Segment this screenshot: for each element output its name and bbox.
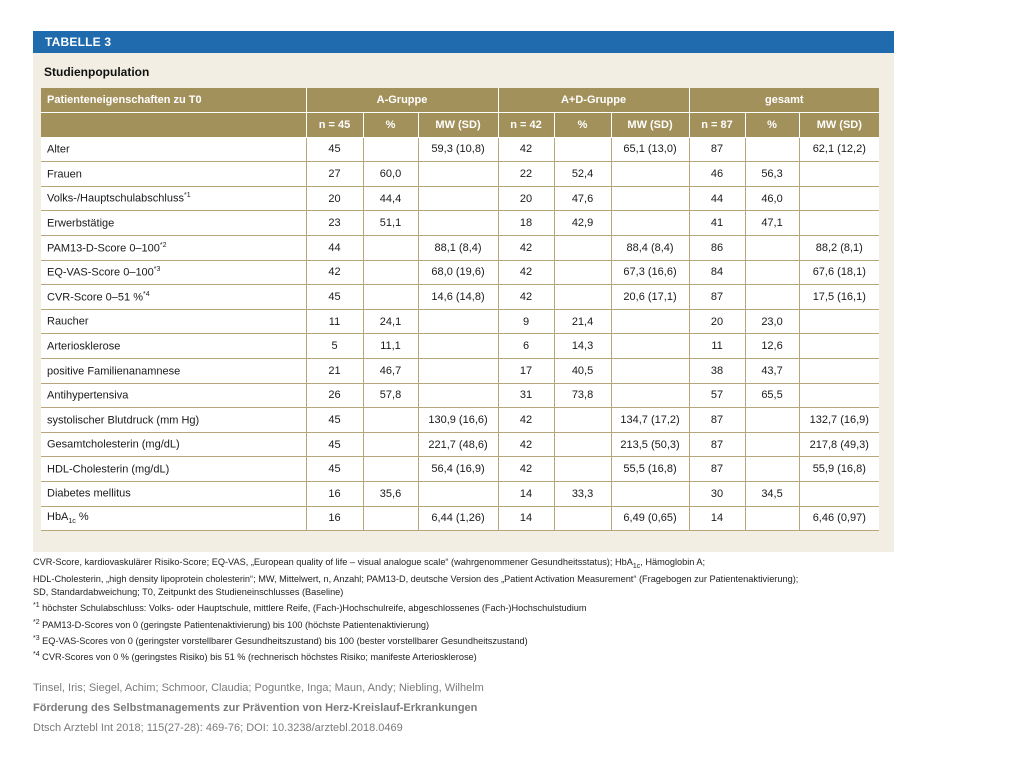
- cell: 130,9 (16,6): [418, 408, 498, 433]
- cell: [554, 457, 611, 482]
- cell: [745, 408, 799, 433]
- cell: 44,4: [363, 186, 418, 211]
- cell: [745, 285, 799, 310]
- cell: 88,4 (8,4): [611, 236, 689, 261]
- cell: 9: [498, 309, 554, 334]
- cell: 46,0: [745, 186, 799, 211]
- cell: [554, 506, 611, 531]
- cell: 18: [498, 211, 554, 236]
- table-row: [41, 137, 879, 162]
- cell: [611, 309, 689, 334]
- cell: 87: [689, 137, 745, 162]
- cell: 14: [498, 482, 554, 507]
- header-sub: MW (SD): [418, 113, 498, 138]
- cell: 40,5: [554, 359, 611, 384]
- cell: 42: [498, 260, 554, 285]
- cell: 45: [306, 137, 363, 162]
- cell: 51,1: [363, 211, 418, 236]
- cell: 21: [306, 359, 363, 384]
- cell: 20,6 (17,1): [611, 285, 689, 310]
- cell: 38: [689, 359, 745, 384]
- cell: [799, 359, 879, 384]
- cell: 47,6: [554, 186, 611, 211]
- table-row: [41, 482, 879, 507]
- cell: [799, 309, 879, 334]
- row-label: HbA$_{1c}$ %: [41, 506, 306, 531]
- row-label: Arteriosklerose: [41, 334, 306, 359]
- cell: [611, 334, 689, 359]
- table-banner: TABELLE 3: [33, 31, 894, 53]
- cell: 46: [689, 162, 745, 187]
- cell: 55,9 (16,8): [799, 457, 879, 482]
- cell: 6,44 (1,26): [418, 506, 498, 531]
- cell: 46,7: [363, 359, 418, 384]
- cell: 55,5 (16,8): [611, 457, 689, 482]
- cell: 20: [306, 186, 363, 211]
- cell: [745, 137, 799, 162]
- cell: [363, 137, 418, 162]
- cell: 42: [498, 432, 554, 457]
- header-sub: %: [554, 113, 611, 138]
- cell: 45: [306, 285, 363, 310]
- header-group-total: gesamt: [689, 88, 879, 113]
- cell: [554, 432, 611, 457]
- cell: [363, 432, 418, 457]
- cell: [418, 482, 498, 507]
- cell: 73,8: [554, 383, 611, 408]
- cell: [745, 506, 799, 531]
- cell: 44: [689, 186, 745, 211]
- cell: 57: [689, 383, 745, 408]
- cell: 47,1: [745, 211, 799, 236]
- cell: 35,6: [363, 482, 418, 507]
- footnote-2: $^{*2}$ PAM13-D-Scores von 0 (geringste Patientenaktivierung) bis 100 (höchste Patientenaktivierung): [33, 618, 430, 630]
- table-subtitle: Studienpopulation: [44, 65, 150, 79]
- cell: [611, 162, 689, 187]
- cell: 42: [498, 236, 554, 261]
- cell: [418, 309, 498, 334]
- header-sub: n = 42: [498, 113, 554, 138]
- cell: 65,1 (13,0): [611, 137, 689, 162]
- table-footnotes: [33, 556, 903, 665]
- cell: 27: [306, 162, 363, 187]
- row-label: positive Familienanamnese: [41, 359, 306, 384]
- cell: [799, 334, 879, 359]
- table-body: [41, 137, 879, 531]
- row-label: EQ-VAS-Score 0–100$^{*3}$: [41, 260, 306, 285]
- cell: 21,4: [554, 309, 611, 334]
- header-sub: MW (SD): [611, 113, 689, 138]
- table-row: [41, 432, 879, 457]
- footnote-4: $^{*4}$ CVR-Scores von 0 % (geringstes Risiko) bis 51 % (rechnerisch höchstes Risiko; manifeste Arteriosklerose): [33, 651, 477, 663]
- row-label: Diabetes mellitus: [41, 482, 306, 507]
- cell: 11: [306, 309, 363, 334]
- cell: 42,9: [554, 211, 611, 236]
- cell: 60,0: [363, 162, 418, 187]
- cell: 24,1: [363, 309, 418, 334]
- cell: [799, 211, 879, 236]
- header-sub: %: [745, 113, 799, 138]
- table-panel: [33, 31, 894, 552]
- cell: 23: [306, 211, 363, 236]
- cell: [554, 285, 611, 310]
- cell: [745, 457, 799, 482]
- cell: 86: [689, 236, 745, 261]
- row-label: Raucher: [41, 309, 306, 334]
- footnote-abbr-2: HDL-Cholesterin, „high density lipoprotein cholesterin“; MW, Mittelwert, n, Anzahl; PAM13-D, deutsche Version des „Patient Activation Measurement“ (Fragebogen zur Patientenaktivierung);: [33, 574, 799, 585]
- cell: [745, 236, 799, 261]
- cell: 67,6 (18,1): [799, 260, 879, 285]
- footnote-1: $^{*1}$ höchster Schulabschluss: Volks- oder Hauptschule, mittlere Reife, (Fach-)Hochschulreife, abgeschlossenes (Fach-)Hochschulstudium: [33, 602, 587, 614]
- cell: 17: [498, 359, 554, 384]
- table-row: [41, 408, 879, 433]
- footnote-abbr-3: SD, Standardabweichung; T0, Zeitpunkt des Studieneinschlusses (Baseline): [33, 587, 344, 598]
- cell: [611, 211, 689, 236]
- header-sub: n = 87: [689, 113, 745, 138]
- table-row: [41, 506, 879, 531]
- cell: [363, 236, 418, 261]
- cell: 23,0: [745, 309, 799, 334]
- row-label: CVR-Score 0–51 %$^{*4}$: [41, 285, 306, 310]
- header-row-groups: [41, 88, 879, 113]
- cell: 14: [498, 506, 554, 531]
- table-row: [41, 383, 879, 408]
- cell: 43,7: [745, 359, 799, 384]
- cell: [799, 482, 879, 507]
- cell: [418, 211, 498, 236]
- cell: 11,1: [363, 334, 418, 359]
- cell: [363, 457, 418, 482]
- cell: [363, 285, 418, 310]
- cell: [611, 186, 689, 211]
- cell: 20: [498, 186, 554, 211]
- header-group-a: A-Gruppe: [306, 88, 498, 113]
- row-label: HDL-Cholesterin (mg/dL): [41, 457, 306, 482]
- table-row: [41, 186, 879, 211]
- cell: 67,3 (16,6): [611, 260, 689, 285]
- cell: 87: [689, 285, 745, 310]
- cell: 5: [306, 334, 363, 359]
- cell: 42: [306, 260, 363, 285]
- cell: 6: [498, 334, 554, 359]
- cell: 65,5: [745, 383, 799, 408]
- cell: [418, 162, 498, 187]
- cell: 6,49 (0,65): [611, 506, 689, 531]
- row-label: Frauen: [41, 162, 306, 187]
- cell: [418, 359, 498, 384]
- cell: [554, 137, 611, 162]
- cell: [554, 260, 611, 285]
- cell: 45: [306, 408, 363, 433]
- cell: 44: [306, 236, 363, 261]
- table-row: [41, 359, 879, 384]
- cell: 33,3: [554, 482, 611, 507]
- cell: 31: [498, 383, 554, 408]
- citation-source: Dtsch Arztebl Int 2018; 115(27-28): 469-76; DOI: 10.3238/arztebl.2018.0469: [33, 722, 403, 734]
- citation-authors: Tinsel, Iris; Siegel, Achim; Schmoor, Claudia; Poguntke, Inga; Maun, Andy; Niebling, Wilhelm: [33, 682, 484, 694]
- cell: 45: [306, 432, 363, 457]
- cell: [799, 383, 879, 408]
- cell: 42: [498, 285, 554, 310]
- cell: [611, 383, 689, 408]
- row-label: Antihypertensiva: [41, 383, 306, 408]
- cell: 14: [689, 506, 745, 531]
- cell: 14,3: [554, 334, 611, 359]
- cell: 42: [498, 408, 554, 433]
- cell: 84: [689, 260, 745, 285]
- cell: 88,1 (8,4): [418, 236, 498, 261]
- header-sub: n = 45: [306, 113, 363, 138]
- cell: 11: [689, 334, 745, 359]
- table-row: [41, 457, 879, 482]
- row-label: Erwerbstätige: [41, 211, 306, 236]
- cell: 68,0 (19,6): [418, 260, 498, 285]
- cell: 88,2 (8,1): [799, 236, 879, 261]
- cell: [363, 260, 418, 285]
- row-label: Alter: [41, 137, 306, 162]
- cell: 52,4: [554, 162, 611, 187]
- table-row: [41, 309, 879, 334]
- cell: [418, 334, 498, 359]
- cell: [611, 359, 689, 384]
- cell: 26: [306, 383, 363, 408]
- cell: 221,7 (48,6): [418, 432, 498, 457]
- table-row: [41, 236, 879, 261]
- cell: 14,6 (14,8): [418, 285, 498, 310]
- header-sub: MW (SD): [799, 113, 879, 138]
- cell: 56,4 (16,9): [418, 457, 498, 482]
- cell: 213,5 (50,3): [611, 432, 689, 457]
- cell: 87: [689, 408, 745, 433]
- citation: [33, 678, 484, 738]
- cell: 12,6: [745, 334, 799, 359]
- cell: 87: [689, 457, 745, 482]
- cell: 17,5 (16,1): [799, 285, 879, 310]
- cell: 22: [498, 162, 554, 187]
- header-row-subcolumns: [41, 113, 879, 138]
- table-row: [41, 162, 879, 187]
- cell: 41: [689, 211, 745, 236]
- cell: 16: [306, 482, 363, 507]
- cell: 45: [306, 457, 363, 482]
- header-group-ad: A+D-Gruppe: [498, 88, 689, 113]
- row-label: Volks-/Hauptschulabschluss$^{*1}$: [41, 186, 306, 211]
- row-label: Gesamtcholesterin (mg/dL): [41, 432, 306, 457]
- cell: 134,7 (17,2): [611, 408, 689, 433]
- header-characteristics: Patienteneigenschaften zu T0: [41, 88, 306, 113]
- study-population-table: [41, 88, 879, 531]
- cell: [745, 432, 799, 457]
- cell: [745, 260, 799, 285]
- cell: [418, 383, 498, 408]
- citation-title: Förderung des Selbstmanagements zur Prävention von Herz-Kreislauf-Erkrankungen: [33, 702, 478, 714]
- cell: [799, 162, 879, 187]
- table-row: [41, 211, 879, 236]
- cell: 217,8 (49,3): [799, 432, 879, 457]
- cell: [418, 186, 498, 211]
- cell: 16: [306, 506, 363, 531]
- cell: [611, 482, 689, 507]
- cell: [554, 236, 611, 261]
- cell: [799, 186, 879, 211]
- table-row: [41, 334, 879, 359]
- cell: 59,3 (10,8): [418, 137, 498, 162]
- cell: 62,1 (12,2): [799, 137, 879, 162]
- cell: 56,3: [745, 162, 799, 187]
- cell: 57,8: [363, 383, 418, 408]
- cell: 87: [689, 432, 745, 457]
- cell: 42: [498, 457, 554, 482]
- cell: 132,7 (16,9): [799, 408, 879, 433]
- cell: 42: [498, 137, 554, 162]
- cell: 20: [689, 309, 745, 334]
- footnote-3: $^{*3}$ EQ-VAS-Scores von 0 (geringster vorstellbarer Gesundheitszustand) bis 100 (bester vorstellbarer Gesundheitszustand): [33, 634, 528, 647]
- header-sub: %: [363, 113, 418, 138]
- header-empty: [41, 113, 306, 138]
- cell: 34,5: [745, 482, 799, 507]
- row-label: PAM13-D-Score 0–100$^{*2}$: [41, 236, 306, 261]
- cell: [363, 506, 418, 531]
- cell: [554, 408, 611, 433]
- row-label: systolischer Blutdruck (mm Hg): [41, 408, 306, 433]
- cell: [363, 408, 418, 433]
- table-row: [41, 260, 879, 285]
- cell: 6,46 (0,97): [799, 506, 879, 531]
- cell: 30: [689, 482, 745, 507]
- footnote-abbr-1: CVR-Score, kardiovaskulärer Risiko-Score; EQ-VAS, „European quality of life – visual analogue scale“ (wahrgenommener Gesundheitsstatus); HbA$_{1c}$, Hämoglobin A;: [33, 557, 706, 570]
- table-row: [41, 285, 879, 310]
